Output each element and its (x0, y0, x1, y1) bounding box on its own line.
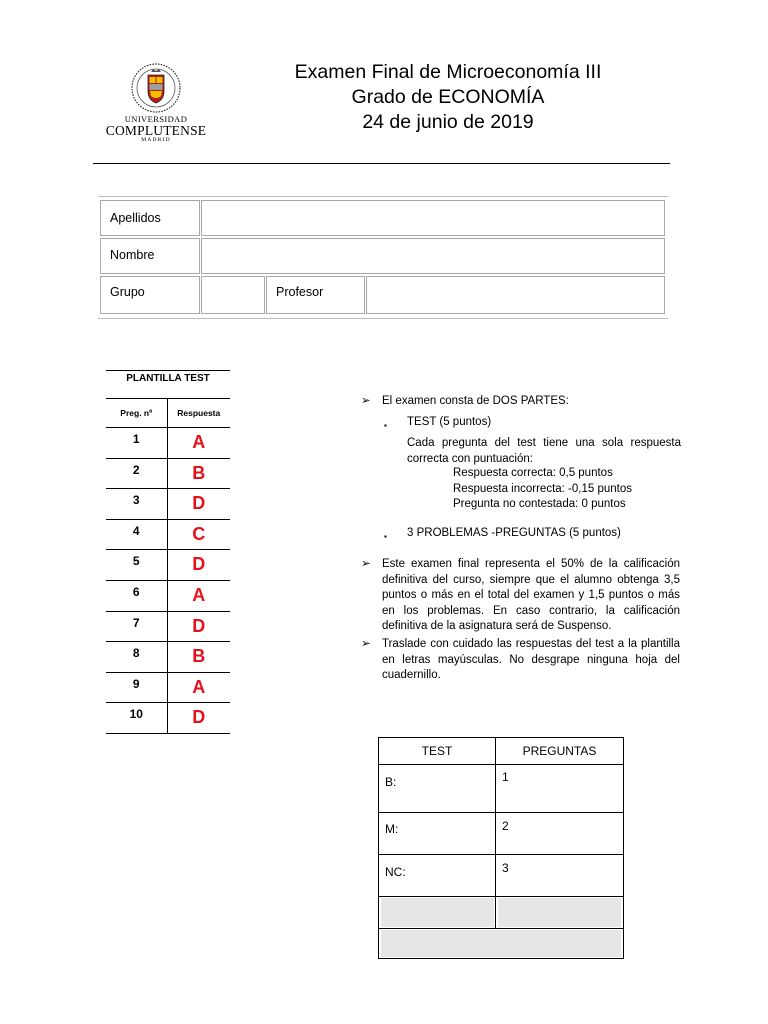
logo-line-1: UNIVERSIDAD (124, 114, 188, 124)
answer-cell[interactable]: A (167, 428, 230, 458)
answer-cell[interactable]: A (167, 581, 230, 611)
final-grade-cell[interactable] (381, 930, 621, 957)
nombre-label-cell (100, 238, 200, 274)
test-total-cell[interactable] (381, 898, 494, 927)
problems-item: 3 PROBLEMAS -PREGUNTAS (5 puntos) (407, 527, 621, 539)
apellidos-label-cell (100, 200, 200, 236)
summary-preguntas-header: PREGUNTAS (522, 744, 597, 758)
question-number: 5 (132, 554, 140, 569)
answer-cell[interactable]: D (167, 612, 230, 642)
template-row (106, 702, 230, 734)
summary-question-2: 2 (502, 819, 509, 833)
summary-question-3: 3 (502, 861, 509, 875)
question-number: 3 (132, 493, 140, 508)
answer-cell[interactable]: B (167, 642, 230, 672)
title-line-3: 24 de junio de 2019 (362, 111, 534, 133)
answer-cell[interactable]: D (167, 550, 230, 580)
grupo-label: Grupo (110, 285, 145, 299)
intro-text: El examen consta de DOS PARTES: (382, 395, 569, 407)
row-divider (379, 854, 623, 855)
nombre-field[interactable] (201, 238, 665, 274)
answer-cell[interactable]: D (167, 489, 230, 519)
answer-cell[interactable]: C (167, 520, 230, 550)
logo-line-2: COMPLUTENSE (105, 123, 207, 138)
logo-line-3: MADRID (141, 137, 171, 143)
summary-b-label: B: (385, 775, 397, 789)
test-item: TEST (5 puntos) (407, 416, 492, 428)
preguntas-total-cell[interactable] (498, 898, 621, 927)
title-line-2: Grado de ECONOMÍA (351, 86, 545, 108)
arrow-icon: ➢ (361, 395, 371, 407)
row-divider (379, 764, 623, 765)
score-correct: Respuesta correcta: 0,5 puntos (453, 467, 613, 479)
title-line-1: Examen Final de Microeconomía III (294, 61, 602, 83)
score-incorrect: Respuesta incorrecta: -0,15 puntos (453, 483, 632, 495)
score-blank: Pregunta no contestada: 0 puntos (453, 498, 626, 510)
student-info-form (98, 196, 668, 319)
question-number: 4 (132, 523, 140, 538)
crest-icon (127, 62, 185, 114)
row-divider (379, 812, 623, 813)
question-number: 1 (132, 432, 140, 446)
template-header-row (106, 398, 230, 427)
template-row (106, 672, 230, 703)
arrow-icon: ➢ (361, 638, 371, 650)
square-bullet-icon: ▪ (384, 421, 387, 430)
profesor-field[interactable] (366, 276, 665, 314)
transfer-note: Traslade con cuidado las respuestas del test a la plantilla en letras mayúsculas. No desgrape ninguna hoja del cuadernillo. (382, 638, 680, 681)
question-number: 9 (132, 676, 140, 691)
answer-cell[interactable]: A (167, 673, 230, 703)
template-row (106, 580, 230, 611)
summary-question-1: 1 (502, 770, 509, 784)
square-bullet-icon: ▪ (384, 532, 387, 541)
test-answer-template (106, 370, 230, 734)
template-rows (106, 427, 230, 734)
profesor-label-cell (266, 276, 365, 314)
answer-cell[interactable]: B (167, 459, 230, 489)
row-divider (379, 896, 623, 897)
summary-test-header: TEST (421, 744, 453, 758)
profesor-label: Profesor (276, 285, 324, 299)
score-summary-table (378, 737, 624, 959)
question-number: 10 (129, 707, 143, 722)
template-title: PLANTILLA TEST (106, 370, 230, 398)
grupo-field[interactable] (201, 276, 265, 314)
column-divider (495, 738, 496, 928)
template-row (106, 611, 230, 642)
template-row (106, 427, 230, 458)
answer-cell[interactable]: D (167, 703, 230, 733)
final-note: Este examen final representa el 50% de la calificación definitiva del curso, siempre que el alumno obtenga 3,5 puntos o más en el total del examen y 1,5 puntos o más en los problemas. En caso contrario, la calificación definitiva de la asignatura será de Suspenso. (382, 558, 680, 632)
apellidos-field[interactable] (201, 200, 665, 236)
summary-m-label: M: (385, 822, 399, 836)
col-answer-header: Respuesta (167, 399, 230, 427)
exam-title (236, 60, 660, 135)
grupo-label-cell (100, 276, 200, 314)
university-logo (104, 62, 208, 150)
template-row (106, 641, 230, 672)
template-row (106, 519, 230, 550)
test-description: Cada pregunta del test tiene una sola respuesta correcta con puntuación: (407, 437, 681, 465)
summary-nc-label: NC: (385, 865, 406, 879)
question-number: 8 (132, 646, 140, 661)
template-row (106, 488, 230, 519)
header-divider (93, 163, 670, 164)
col-number-header: Preg. nº (120, 408, 153, 418)
template-row (106, 549, 230, 580)
question-number: 6 (132, 584, 140, 599)
arrow-icon: ➢ (361, 558, 371, 570)
question-number: 7 (132, 615, 140, 630)
template-row (106, 458, 230, 489)
question-number: 2 (132, 462, 140, 477)
nombre-label: Nombre (110, 248, 155, 262)
row-divider (379, 928, 623, 929)
apellidos-label: Apellidos (110, 211, 161, 225)
